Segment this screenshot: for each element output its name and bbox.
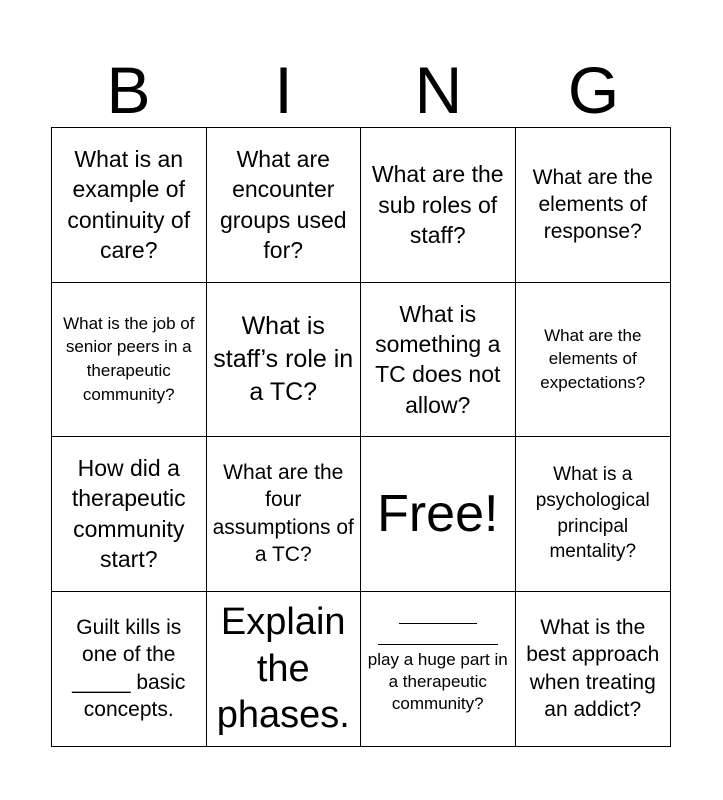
cell-text: What is an example of continuity of care?: [67, 146, 191, 264]
bingo-cell[interactable]: [207, 283, 362, 438]
bingo-cell[interactable]: [52, 437, 207, 592]
blank-line: [378, 644, 498, 645]
bingo-cell[interactable]: [361, 283, 516, 438]
cell-text: What is something a TC does not allow?: [375, 300, 501, 418]
bingo-cell[interactable]: [52, 128, 207, 283]
bingo-cell[interactable]: [207, 128, 362, 283]
title-letter-i: I: [274, 53, 293, 127]
blank-line: [399, 623, 477, 624]
cell-text: What are the elements of expectations?: [540, 325, 646, 393]
cell-text: What are the elements of response?: [532, 165, 653, 244]
bingo-cell[interactable]: [516, 283, 671, 438]
bingo-cell[interactable]: [516, 437, 671, 592]
cell-text: What is the best approach when treating an addict?: [526, 616, 660, 722]
cell-text: What is the job of senior peers in a therapeutic community?: [63, 313, 195, 405]
free-space-text: Free!: [377, 484, 499, 543]
bingo-cell[interactable]: [207, 592, 362, 747]
title-letter-g: G: [567, 53, 620, 127]
cell-text: What are the four assumptions of a TC?: [212, 461, 354, 567]
cell-text: How did a therapeutic community start?: [71, 455, 186, 573]
bingo-title: [51, 52, 671, 128]
cell-text: play a huge part in a therapeutic community?: [367, 649, 508, 713]
title-letter-b: B: [106, 53, 151, 127]
bingo-board: [51, 127, 671, 747]
bingo-cell[interactable]: [516, 592, 671, 747]
cell-text: What is a psychological principal mentality?: [535, 464, 650, 563]
bingo-cell[interactable]: [52, 283, 207, 438]
bingo-cell[interactable]: [516, 128, 671, 283]
cell-text: What is staff’s role in a TC?: [213, 311, 354, 406]
bingo-cell[interactable]: [361, 128, 516, 283]
bingo-cell[interactable]: [207, 437, 362, 592]
bingo-cell[interactable]: [361, 592, 516, 747]
cell-text: Explain the phases.: [216, 601, 350, 736]
free-space[interactable]: [361, 437, 516, 592]
cell-text: What are encounter groups used for?: [219, 146, 347, 264]
bingo-cell[interactable]: [52, 592, 207, 747]
title-letter-n: N: [414, 53, 463, 127]
cell-text: What are the sub roles of staff?: [371, 161, 504, 248]
cell-text: Guilt kills is one of the _____ basic concepts.: [72, 616, 186, 722]
